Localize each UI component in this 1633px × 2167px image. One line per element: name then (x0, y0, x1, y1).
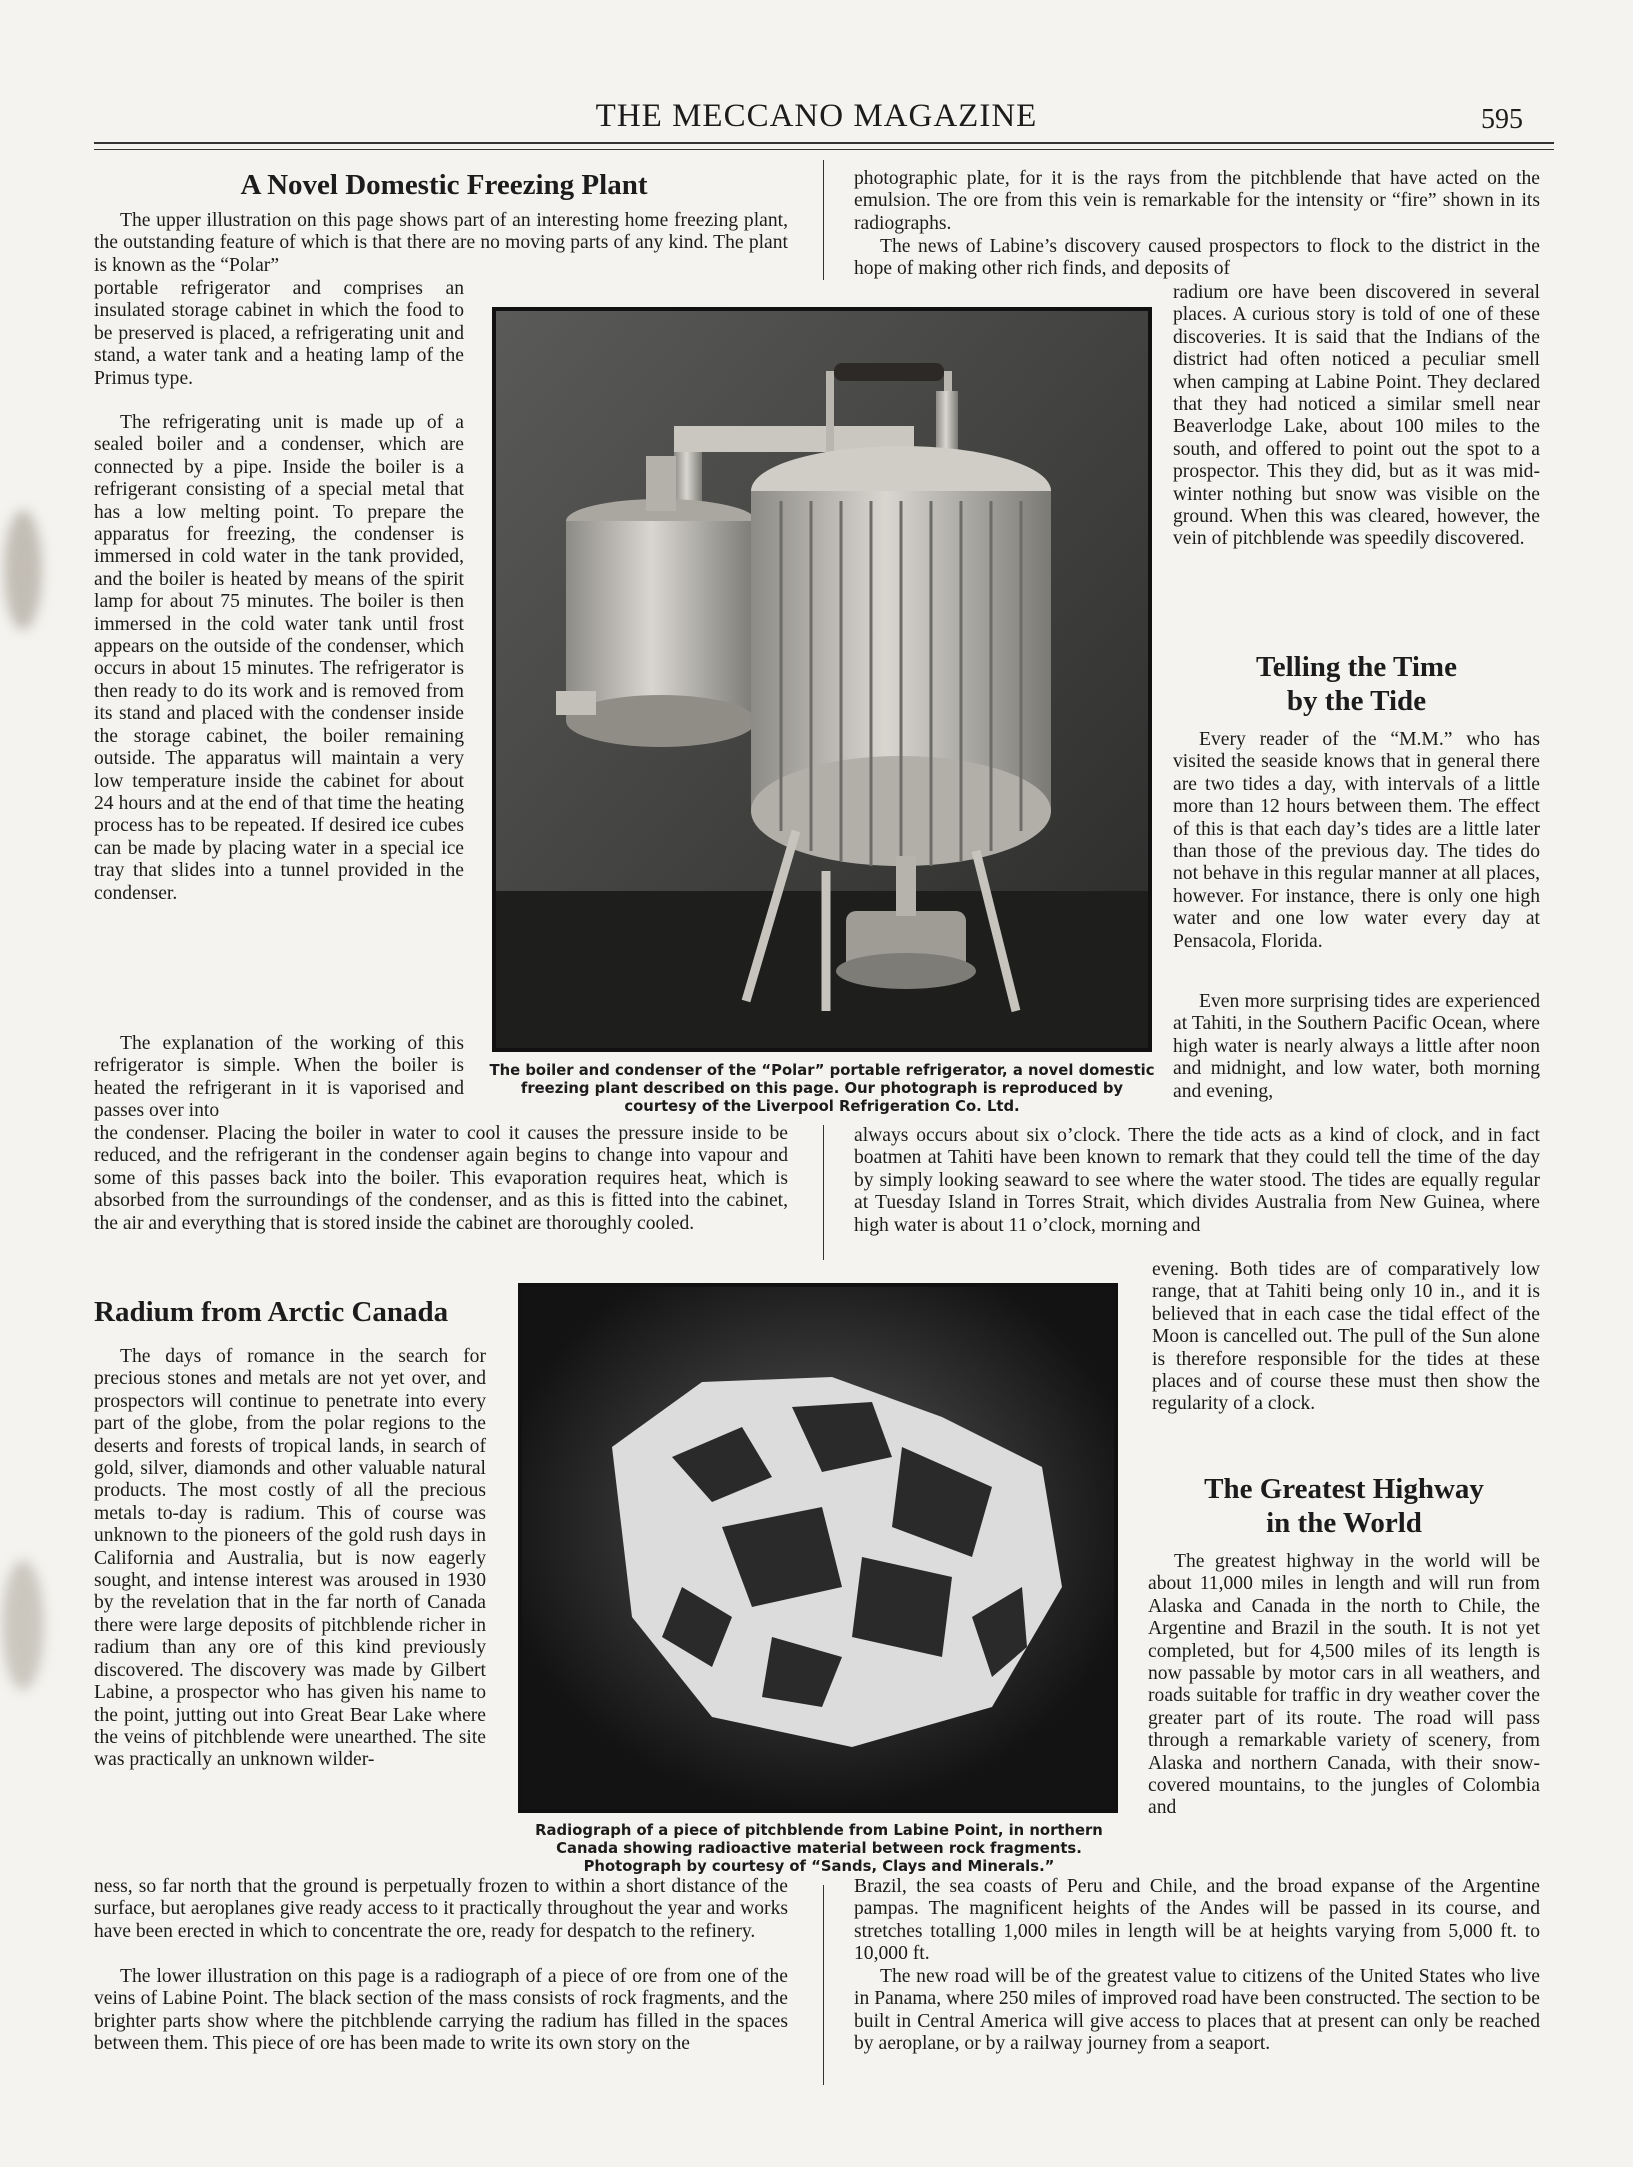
freezing-plant-text-a: portable refrigerator and comprises an insulated storage cabinet in which the food to be preserved is placed, a refrigerating unit and stand, a water tank and a heating lamp of the Primus type. (94, 278, 464, 389)
highway-text-a: The greatest highway in the world will be about 11,000 miles in length and will run from Alaska and Canada in the north to Chile, the Argentine and Brazil in the south. It is not yet completed, but for 4,500 miles of its length is now passable by motor cars in all weathers, and roads suitable for traffic in dry weather cover the greater part of its route. The road will pass through a remarkable variety of scenery, from Alaska and northern Canada, with their snow-covered mountains, to the jungles of Colombia and (1148, 1551, 1540, 1819)
radium-text-a: The days of romance in the search for precious stones and metals are not yet over, and prospectors will continue to penetrate into every part of the globe, from the polar regions to the deserts and forests of tropical lands, in search of gold, silver, diamonds and other valuable natural products. The most costly of all the precious metals to-day is radium. This of course was unknown to the pioneers of the gold rush days in California and Australia, but is now eagerly sought, and intense interest was aroused in 1930 by the revelation that in the far north of Canada there were large deposits of pitchblende richer in radium than any ore of this kind previously discovered. The discovery was made by Gilbert Labine, a prospector who has given his name to the point, jutting out into Great Bear Lake where the veins of pitchblende were unearthed. The site was practically an unknown wilder- (94, 1346, 486, 1771)
highway-text-c: The new road will be of the greatest value to citizens of the United States who live in Panama, where 250 miles of improved road have been constructed. The section to be built in Central America will give access to places that at present can only be reached by aeroplane, or by a railway journey from a seaport. (854, 1966, 1540, 2055)
radium-text-right-a: photographic plate, for it is the rays from the pitchblende that have acted on the emulsion. The ore from this vein is remarkable for the intensity or “fire” shown in its radiographs. (854, 168, 1540, 234)
radiograph-photo (518, 1283, 1118, 1813)
freezing-plant-text-c: The explanation of the working of this refrigerator is simple. When the boiler is heated the refrigerant in it is vaporised and passes over into (94, 1033, 464, 1122)
header-rule-thin (94, 149, 1554, 150)
radium-text-right-b: The news of Labine’s discovery caused prospectors to flock to the district in the hope of making other rich finds, and deposits of (854, 236, 1540, 280)
article-title-highway-line2: in the World (1266, 1507, 1422, 1539)
tide-text-c: always occurs about six o’clock. There the tide acts as a kind of clock, and in fact boatmen at Tahiti have been known to remark that they could tell the time of the day by simply looking seaward to see where the water stood. The tides are equally regular at Tuesday Island in Torres Strait, which divides Australia from New Guinea, where high water is about 11 o’clock, morning and (854, 1125, 1540, 1236)
page-stain-top (4, 510, 42, 630)
tide-text-b: Even more surprising tides are experienced at Tahiti, in the Southern Pacific Ocean, where high water is nearly always a little after noon and midnight, and low water, both morning and evening, (1173, 991, 1540, 1102)
freezing-plant-text-d: the condenser. Placing the boiler in water to cool it causes the pressure inside to be reduced, and the refrigerant in the condenser again begins to change into vapour and some of this passes back into the boiler. This evaporation requires heat, which is absorbed from the surroundings of the condenser, and as this is fitted into the cabinet, the air and everything that is stored inside the cabinet are thoroughly cooled. (94, 1123, 788, 1234)
highway-text-b: Brazil, the sea coasts of Peru and Chile, and the broad expanse of the Argentine pampas. The magnificent heights of the Andes will be passed in its course, and stretches totalling 1,000 miles in length will be at heights varying from 5,000 ft. to 10,000 ft. (854, 1876, 1540, 1965)
article-title-freezing-plant: A Novel Domestic Freezing Plant (240, 169, 648, 201)
column-divider-bottom (823, 1885, 824, 2085)
header-rule (94, 142, 1554, 144)
column-divider-top (823, 160, 824, 280)
freezing-plant-intro: The upper illustration on this page shows part of an interesting home freezing plant, the outstanding feature of which is that there are no moving parts of any kind. The plant is known as the “Polar” (94, 210, 788, 276)
freezing-plant-text-b: The refrigerating unit is made up of a sealed boiler and a condenser, which are connected by a pipe. Inside the boiler is a refrigerant consisting of a special metal that has a low melting point. To prepare the apparatus for freezing, the condenser is immersed in cold water in the tank provided, and the boiler is heated by means of the spirit lamp for about 75 minutes. The boiler is then immersed in the cold water tank until frost appears on the outside of the condenser, which occurs in about 15 minutes. The refrigerator is then ready to do its work and is removed from its stand and placed with the condenser inside the storage cabinet, the boiler remaining outside. The apparatus will maintain a very low temperature inside the cabinet for about 24 hours and at the end of that time the heating process has to be repeated. If desired ice cubes can be made by placing water in a special ice tray that slides into a tunnel provided in the condenser. (94, 412, 464, 904)
magazine-title: THE MECCANO MAGAZINE (595, 98, 1038, 134)
tide-text-d: evening. Both tides are of comparatively low range, that at Tahiti being only 10 in., and it is believed that in each case the tidal effect of the Moon is cancelled out. The pull of the Sun alone is therefore responsible for the tides at these places and of course these must then show the regularity of a clock. (1152, 1259, 1540, 1415)
tide-text-a: Every reader of the “M.M.” who has visited the seaside knows that in general there are two tides a day, with intervals of a little more than 12 hours between them. The effect of this is that each day’s tides are a little later than those of the previous day. The tides do not behave in this regular manner at all places, however. For instance, there is only one high water and one low water every day at Pensacola, Florida. (1173, 729, 1540, 952)
page-number: 595 (1481, 104, 1523, 135)
column-divider-middle (823, 1125, 824, 1260)
article-title-tide-line2: by the Tide (1286, 685, 1427, 717)
radium-text-right-narrow: radium ore have been discovered in several places. A curious story is told of one of these discoveries. It is said that the Indians of the district had often noticed a peculiar smell when camping at Labine Point. They declared that they had noticed a similar smell near Beaverlodge Lake, about 100 miles to the south, and offered to point out the spot to a prospector. This they did, but as it was mid-winter nothing but snow was visible on the ground. When this was cleared, however, the vein of pitchblende was speedily discovered. (1173, 282, 1540, 550)
refrigerator-photo (492, 307, 1152, 1052)
article-title-tide-line1: Telling the Time (1256, 651, 1457, 683)
radium-text-c: The lower illustration on this page is a radiograph of a piece of ore from one of the veins of Labine Point. The black section of the mass consists of rock fragments, and the brighter parts show where the pitchblende carrying the radium has filled in the spaces between them. This piece of ore has been made to write its own story on the (94, 1966, 788, 2055)
page-stain-bottom (2, 1560, 44, 1690)
radiograph-photo-caption: Radiograph of a piece of pitchblende from Labine Point, in northern Canada showing radioactive material between rock fragments. Photograph by courtesy of “Sands, Clays and Minerals.” (535, 1822, 1103, 1875)
refrigerator-photo-caption: The boiler and condenser of the “Polar” portable refrigerator, a novel domestic freezing plant described on this page. Our photograph is reproduced by courtesy of the Liverpool Refrigeration Co. Ltd. (489, 1062, 1155, 1115)
article-title-highway-line1: The Greatest Highway (1204, 1473, 1484, 1505)
article-title-radium: Radium from Arctic Canada (94, 1296, 449, 1328)
radium-text-b: ness, so far north that the ground is perpetually frozen to within a short distance of the surface, but aeroplanes give ready access to it practically throughout the year and works have been erected in which to concentrate the ore, ready for despatch to the refinery. (94, 1876, 788, 1942)
